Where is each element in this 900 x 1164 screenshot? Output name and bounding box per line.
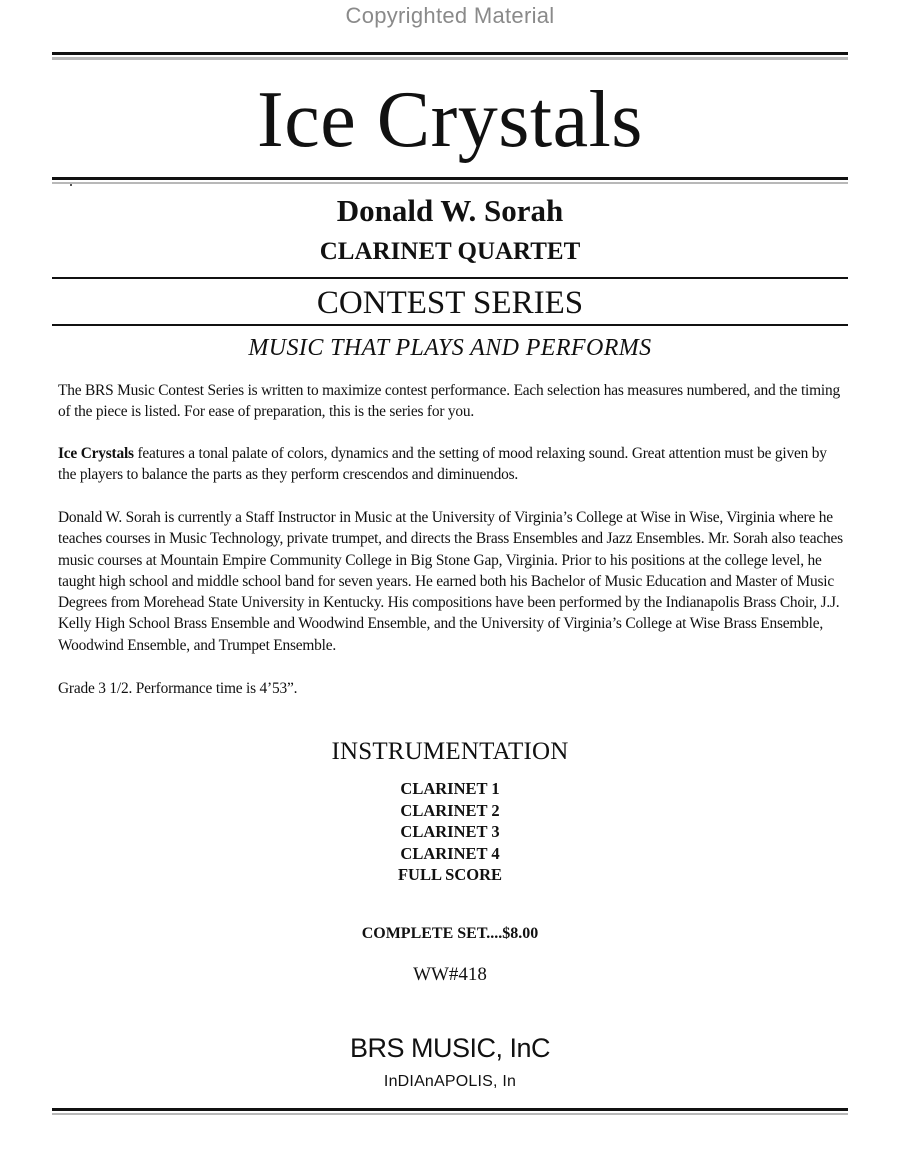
part-item: CLARINET 4: [400, 843, 500, 863]
top-rule: [52, 52, 848, 55]
part-item: CLARINET 1: [400, 779, 500, 798]
composer-name: Donald W. Sorah: [336, 193, 564, 228]
publisher-city: InDIAnAPOLIS, In: [383, 1073, 517, 1090]
title-rule: [52, 177, 848, 180]
grade-timing-text: Grade 3 1/2. Performance time is 4’53”.: [58, 680, 298, 697]
part-item: CLARINET 2: [400, 800, 500, 820]
composer-bio-paragraph: [58, 507, 848, 656]
grade-timing-paragraph: [58, 678, 848, 699]
piece-description-text: features a tonal palate of colors, dynamics and the setting of mood relaxing sound. Great attention must be given by the players to balance the parts as they perform crescendos and diminuendos.: [58, 445, 827, 484]
instrumentation-heading: INSTRUMENTATION: [331, 738, 569, 765]
series-rule-top: [52, 277, 848, 279]
bottom-rule: [52, 1108, 848, 1111]
part-item: FULL SCORE: [397, 865, 503, 884]
complete-set-price: COMPLETE SET....$8.00: [361, 925, 539, 942]
part-item: CLARINET 3: [400, 822, 500, 841]
instrumentation-list: [0, 778, 900, 886]
publisher-name: BRS MUSIC, InC: [349, 1033, 551, 1063]
series-intro-paragraph: [58, 380, 848, 423]
series-rule-bottom: [52, 324, 848, 326]
bottom-rule-shadow: [52, 1113, 848, 1115]
piece-title: Ice Crystals: [257, 76, 643, 164]
title-rule-shadow: [52, 182, 848, 184]
catalog-number: WW#418: [413, 964, 487, 985]
series-name: CONTEST SERIES: [316, 285, 584, 321]
series-intro-text: The BRS Music Contest Series is written to maximize contest performance. Each selection has measures numbered, and the timing of the piece is listed. For ease of preparation, this is the series for you.: [58, 382, 840, 421]
top-rule-shadow: [52, 57, 848, 60]
series-tagline: MUSIC THAT PLAYS AND PERFORMS: [248, 335, 652, 361]
piece-description-paragraph: [58, 443, 848, 486]
piece-title-inline: Ice Crystals: [58, 445, 134, 462]
ensemble-type: CLARINET QUARTET: [319, 238, 581, 265]
copyright-watermark: Copyrighted Material: [345, 3, 555, 28]
composer-bio-text: Donald W. Sorah is currently a Staff Instructor in Music at the University of Virginia’s College at Wise in Wise, Virginia where he teaches courses in Music Technology, private trumpet, and directs the Brass Ensembles and Jazz Ensembles. Mr. Sorah also teaches music courses at Mountain Empire Community College in Big Stone Gap, Virginia. Prior to his positions at the college level, he taught high school and middle school band for seven years. He earned both his Bachelor of Music Education and Master of Music Degrees from Morehead State University in Kentucky. His compositions have been performed by the Indianapolis Brass Choir, J.J. Kelly High School Brass Ensemble and Woodwind Ensemble, and the University of Virginia’s College at Wise Brass Ensemble, Woodwind Ensemble, and Trumpet Ensemble.: [58, 509, 843, 654]
stray-dot: [70, 184, 72, 186]
